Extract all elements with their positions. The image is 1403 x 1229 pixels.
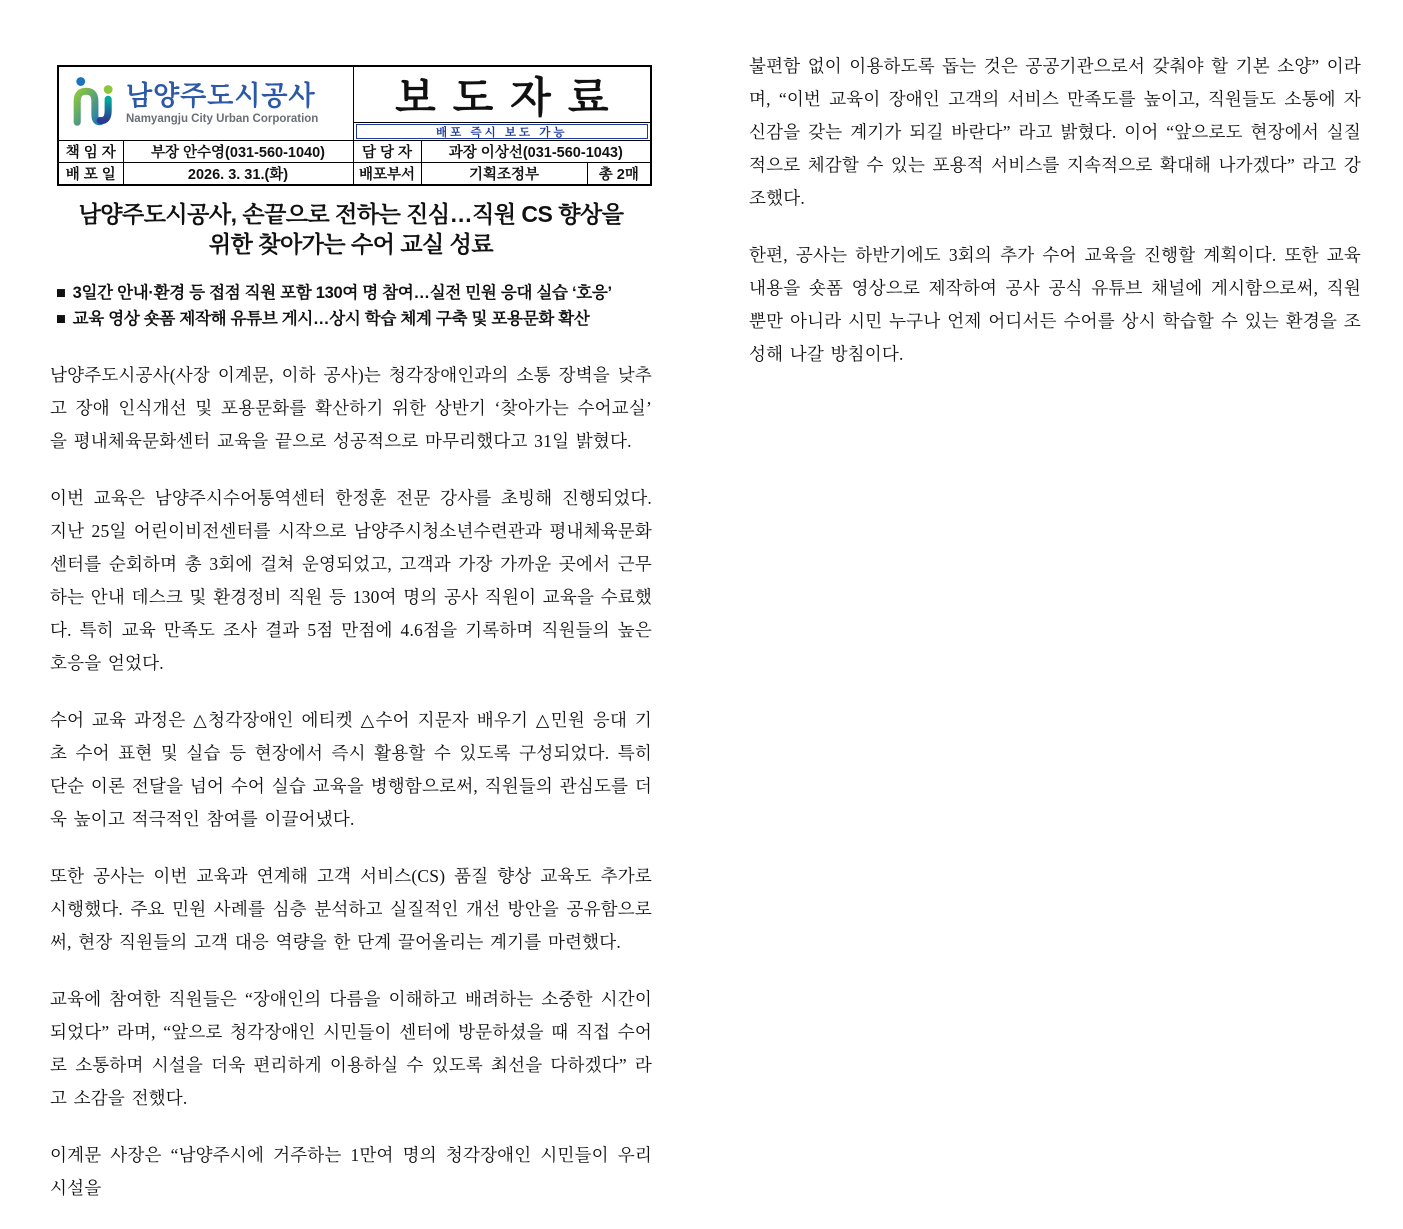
contact-value: 과장 이상선(031-560-1043) [421, 141, 651, 163]
body-paragraph: 남양주도시공사(사장 이계문, 이하 공사)는 청각장애인과의 소통 장벽을 낮추고 장애 인식개선 및 포용문화를 확산하기 위한 상반기 ‘찾아가는 수어교실’ 을 평내체육문화센터 교육을 끝으로 성공적으로 마무리했다고 31일 밝혔다. [50, 365, 652, 451]
headline-bullets [50, 280, 652, 332]
article-title [50, 199, 652, 259]
body-paragraph: 교육에 참여한 직원들은 “장애인의 다름을 이해하고 배려하는 소중한 시간이 되었다” 라며, “앞으로 청각장애인 시민들이 센터에 방문하셨을 때 직접 수어로 소통하며 시설을 더욱 편리하게 이용하실 수 있도록 최선을 다하겠다” 라고 소감을 전했다. [50, 989, 652, 1108]
headline-bullet-text: 3일간 안내·환경 등 접점 직원 포함 130여 명 참여…실전 민원 응대 실습 ‘호응’ [72, 284, 612, 302]
article-title-line2: 위한 찾아가는 수어 교실 성료 [208, 231, 494, 257]
body-paragraph: 수어 교육 과정은 △청각장애인 에티켓 △수어 지문자 배우기 △민원 응대 기초 수어 표현 및 실습 등 현장에서 즉시 활용할 수 있도록 구성되었다. 특히 단순 이론 전달을 넘어 수어 실습 교육을 병행함으로써, 직원들의 관심도를 더욱 높이고 적극적인 참여를 이끌어냈다. [50, 710, 652, 829]
body-paragraph: 불편함 없이 이용하도록 돕는 것은 공공기관으로서 갖춰야 할 기본 소양” 이라며, “이번 교육이 장애인 고객의 서비스 만족도를 높이고, 직원들도 소통에 자신감을 갖는 계기가 되길 바란다” 라고 밝혔다. 이어 “앞으로도 현장에서 실질적으로 체감할 수 있는 포용적 서비스를 지속적으로 확대해 나가겠다” 라고 강조했다. [749, 56, 1361, 208]
doc-type-cell [353, 66, 651, 141]
org-logo [59, 74, 353, 133]
body-paragraph: 한편, 공사는 하반기에도 3회의 추가 수어 교육을 진행할 계획이다. 또한 교육 내용을 숏폼 영상으로 제작하여 공사 공식 유튜브 채널에 게시함으로써, 직원 뿐만 아니라 시민 누구나 언제 어디서든 수어를 상시 학습할 수 있는 환경을 조성해 나갈 방침이다. [749, 245, 1361, 364]
page-2-column [749, 50, 1361, 395]
press-header-table [57, 65, 652, 186]
body-paragraph: 이번 교육은 남양주시수어통역센터 한정훈 전문 강사를 초빙해 진행되었다. 지난 25일 어린이비전센터를 시작으로 남양주시청소년수련관과 평내체육문화센터를 순회하며 총 3회에 걸쳐 운영되었고, 고객과 가장 가까운 곳에서 근무하는 안내 데스크 및 환경정비 직원 등 130여 명의 공사 직원이 교육을 수료했다. 특히 교육 만족도 조사 결과 5점 만점에 4.6점을 기록하며 직원들의 높은 호응을 얻었다. [50, 488, 652, 673]
article-body-left [50, 359, 652, 1205]
square-bullet-icon: ■ [56, 310, 66, 328]
headline-bullet [56, 280, 652, 306]
page-1-column [50, 65, 652, 1229]
manager-value: 부장 안수영(031-560-1040) [123, 141, 353, 163]
release-notice: 배포 즉시 보도 가능 [356, 124, 649, 139]
org-logo-mark-icon [71, 74, 117, 133]
logo-cell [58, 66, 353, 141]
square-bullet-icon: ■ [56, 284, 66, 302]
body-paragraph: 또한 공사는 이번 교육과 연계해 고객 서비스(CS) 품질 향상 교육도 추가로 시행했다. 주요 민원 사례를 심층 분석하고 실질적인 개선 방안을 공유함으로써, 현장 직원들의 고객 대응 역량을 한 단계 끌어올리는 계기를 마련했다. [50, 866, 652, 952]
release-date-value: 2026. 3. 31.(화) [123, 163, 353, 186]
release-date-label: 배 포 일 [58, 163, 123, 186]
headline-bullet [56, 306, 652, 332]
manager-label: 책 임 자 [58, 141, 123, 163]
article-title-line1: 남양주도시공사, 손끝으로 전하는 진심…직원 CS 향상을 [78, 201, 624, 227]
org-name-korean: 남양주도시공사 [126, 80, 316, 111]
contact-label: 담 당 자 [353, 141, 421, 163]
dept-value: 기획조정부 [421, 163, 587, 186]
body-paragraph-continued: 이계문 사장은 “남양주시에 거주하는 1만여 명의 청각장애인 시민들이 우리 시설을 [50, 1145, 652, 1198]
headline-bullet-text: 교육 영상 숏폼 제작해 유튜브 게시…상시 학습 체계 구축 및 포용문화 확산 [72, 310, 590, 328]
org-name-english: Namyangju City Urban Corporation [126, 113, 319, 126]
total-pages: 총 2매 [587, 163, 651, 186]
dept-label: 배포부서 [353, 163, 421, 186]
doc-type-title: 보도자료 [354, 67, 651, 123]
